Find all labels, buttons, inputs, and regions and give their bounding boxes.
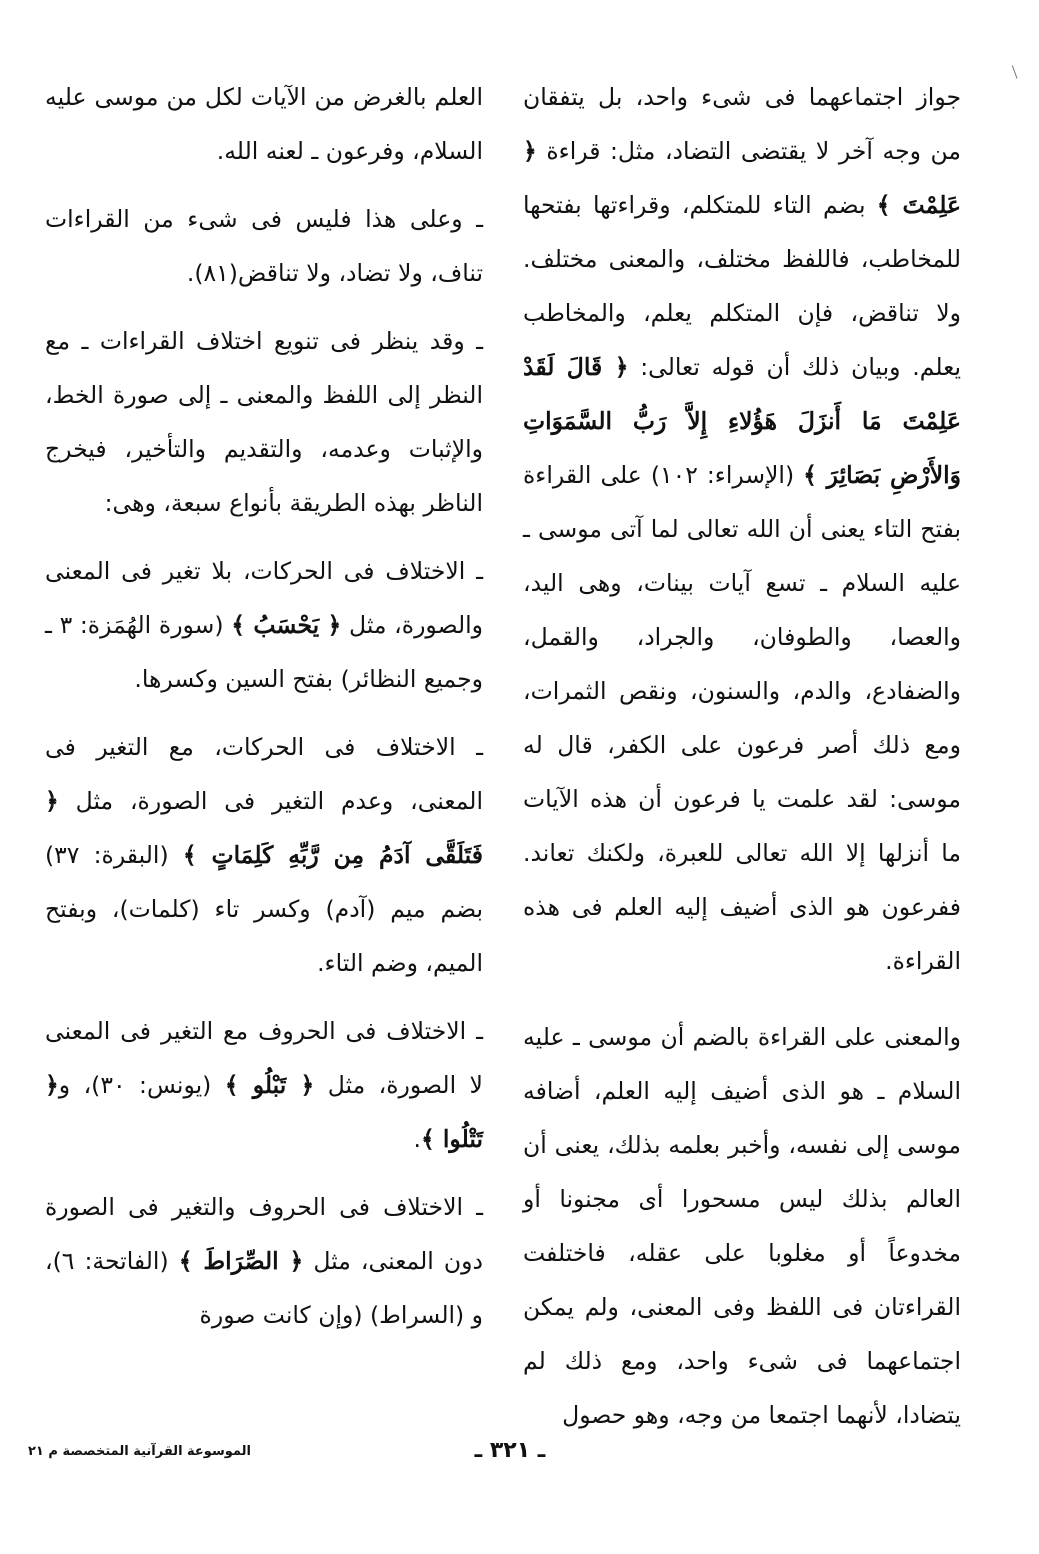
right-column [523,70,961,1456]
quran-quote: ﴿ عَلِمْتَ ﴾ [523,137,961,219]
page-number: ـ ٣٢١ ـ [474,1438,546,1463]
page-footer [0,1438,1039,1478]
text-run: ـ الاختلاف فى الحركات، مع التغير فى المعنى، وعدم التغير فى الصورة، مثل [45,733,483,815]
quran-quote: ﴿ تَتْلُوا ﴾ [45,1071,483,1153]
text-run: (يونس: ٣٠)، و [58,1071,212,1099]
text-run: (الفاتحة: ٦)، و (السراط) (وإن كانت صورة [45,1247,483,1329]
left-paragraph-4 [45,544,483,706]
right-paragraph-2: والمعنى على القراءة بالضم أن موسى ـ عليه السلام ـ هو الذى أضيف إليه العلم، أضافه موسى إلى نفسه، وأخبر بعلمه بذلك، يعنى أن العالم بذلك ليس مسحورا أى مجنونا أو مخدوعاً أو مغلوبا على عقله، فاختلفت القراءتان فى اللفظ وفى المعنى، ولم يمكن اجتماعهما فى شىء واحد، ومع ذلك لم يتضادا، لأنهما اجتمعا من وجه، وهو حصول [523,1023,961,1429]
text-run: (سورة الهُمَزة: ٣ ـ وجميع النظائر) بفتح السين وكسرها. [45,611,483,693]
book-title: الموسوعة القرآنية المتخصصة م ٢١ [28,1444,251,1459]
text-run: بضم التاء للمتكلم، وقراءتها بفتحها للمخاطب، فاللفظ مختلف، والمعنى مختلف. ولا تناقض، فإن المتكلم يعلم، والمخاطب يعلم. وبيان ذلك أن قوله تعالى: [523,191,961,381]
quran-quote: ﴿ فَتَلَقَّى آدَمُ مِن رَّبِّهِ كَلِمَاتٍ ﴾ [45,787,483,869]
quran-quote: ﴿ قَالَ لَقَدْ عَلِمْتَ مَا أَنزَلَ هَؤُلاءِ إِلاَّ رَبُّ السَّمَوَاتِ وَالأَرْضِ بَصَائِرَ ﴾ [523,353,961,489]
left-paragraph-5 [45,720,483,990]
text-run: . [413,1125,421,1153]
left-paragraph-1: العلم بالغرض من الآيات لكل من موسى عليه السلام، وفرعون ـ لعنه الله. [45,83,483,165]
quran-quote: ﴿ الصِّرَاطَ ﴾ [178,1247,304,1275]
text-run: (البقرة: ٣٧) بضم ميم (آدم) وكسر تاء (كلمات)، وبفتح الميم، وضم التاء. [45,841,483,977]
left-column [45,70,483,1356]
text-run: ـ الاختلاف فى الحروف والتغير فى الصورة دون المعنى، مثل [45,1193,483,1275]
text-run: ـ الاختلاف فى الحروف مع التغير فى المعنى لا الصورة، مثل [45,1017,483,1099]
scan-artifact [1012,63,1023,79]
quran-quote: ﴿ يَحْسَبُ ﴾ [231,611,342,639]
text-run: ـ الاختلاف فى الحركات، بلا تغير فى المعنى والصورة، مثل [45,557,483,639]
text-run: (الإسراء: ١٠٢) على القراءة بفتح التاء يعنى أن الله تعالى لما آتى موسى ـ عليه السلام ـ تسع آيات بينات، وهى اليد، والعصا، والطوفان، والجراد، والقمل، والضفادع، والدم، والسنون، ونقص الثمرات، ومع ذلك أصر فرعون على الكفر، قال له موسى: لقد علمت يا فرعون أن هذه الآيات ما أنزلها إلا الله تعالى للعبرة، ولكنك تعاند. ففرعون هو الذى أضيف إليه العلم فى هذه القراءة. [523,461,961,975]
text-run: جواز اجتماعهما فى شىء واحد، بل يتفقان من وجه آخر لا يقتضى التضاد، مثل: قراءة [523,83,961,165]
left-paragraph-7 [45,1180,483,1342]
left-paragraph-6 [45,1004,483,1166]
quran-quote: ﴿ تَبْلُو ﴾ [224,1071,315,1099]
left-paragraph-3: ـ وقد ينظر فى تنويع اختلاف القراءات ـ مع النظر إلى اللفظ والمعنى ـ إلى صورة الخط، والإثبات وعدمه، والتقديم والتأخير، فيخرج الناظر بهذه الطريقة بأنواع سبعة، وهى: [45,327,483,517]
right-paragraph-1 [523,70,961,988]
left-paragraph-2: ـ وعلى هذا فليس فى شىء من القراءات تناف، ولا تضاد، ولا تناقض(٨١). [45,205,483,287]
